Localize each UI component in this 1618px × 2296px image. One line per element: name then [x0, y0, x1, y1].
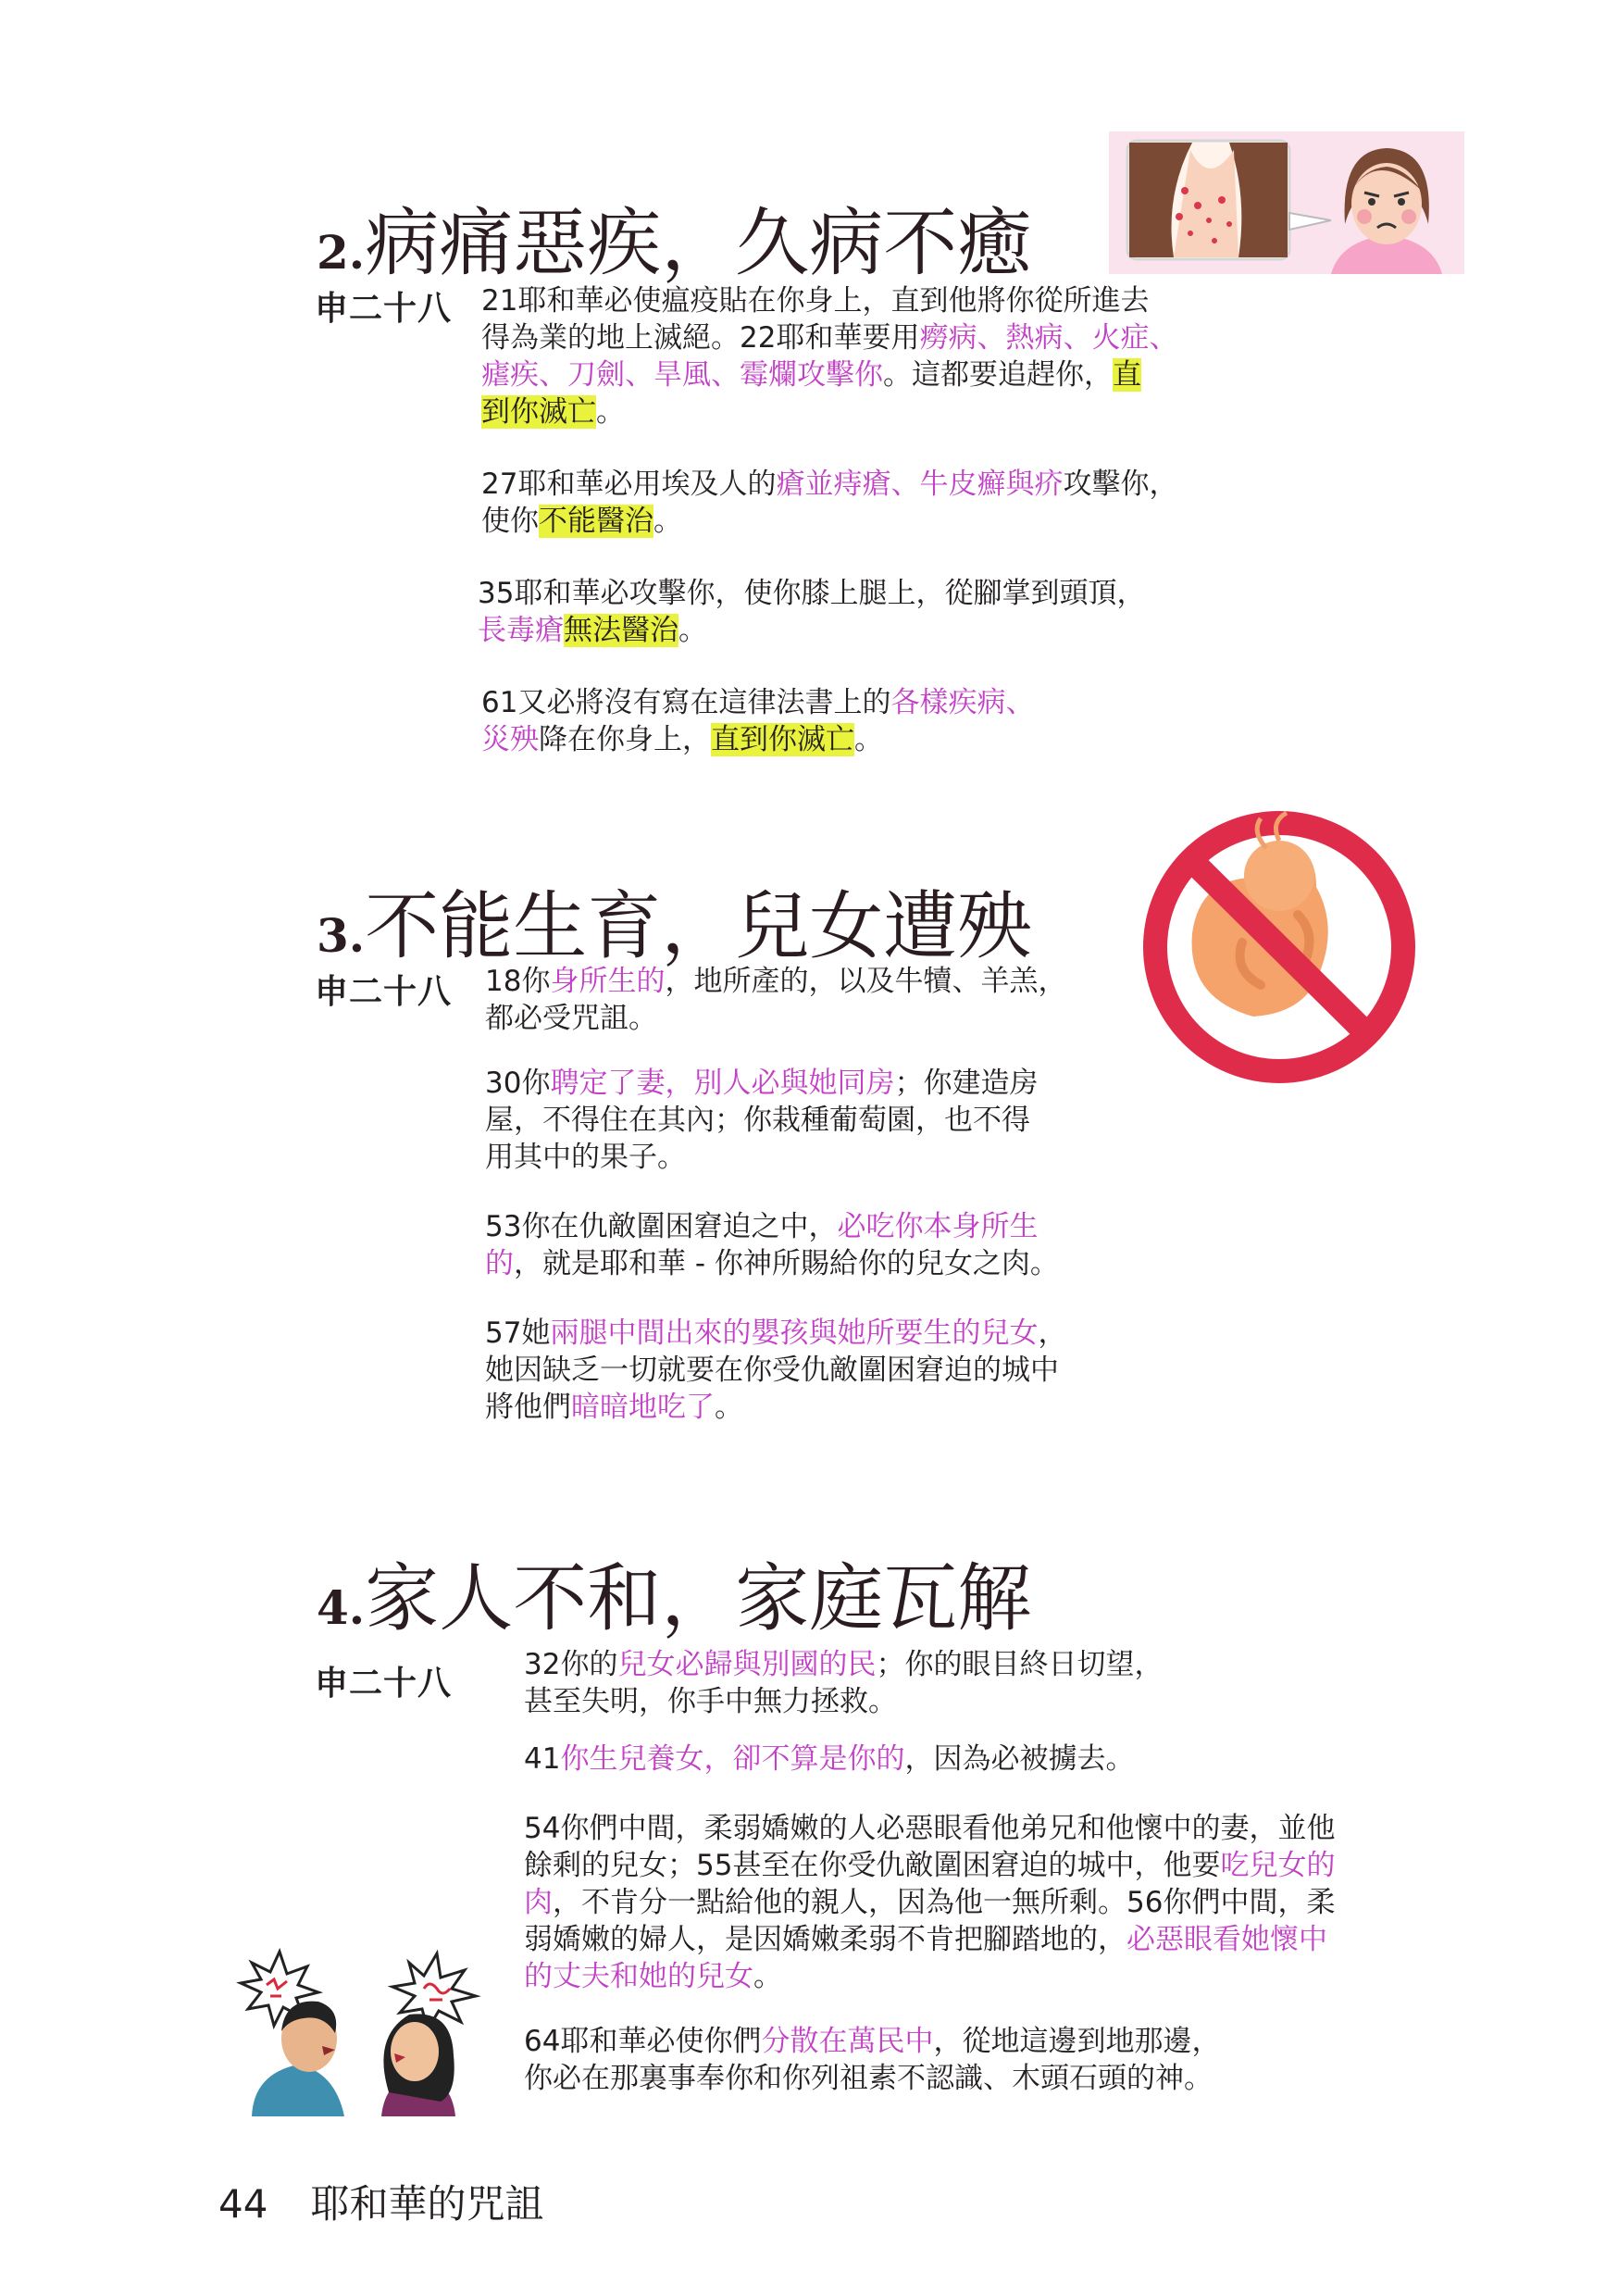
emphasized-text: 分散在萬民中 — [761, 2025, 934, 2058]
verse-block — [485, 963, 1066, 1426]
verse-line — [485, 1139, 1066, 1176]
section-number: 4. — [317, 1580, 366, 1635]
emphasized-text: 瘡並痔瘡、牛皮癬與疥 — [776, 468, 1064, 501]
verse-text: 都必受咒詛。 — [485, 1002, 657, 1035]
verse-text: 54你們中間，柔弱嬌嫩的人必惡眼看他弟兄和他懷中的妻，並他 — [524, 1812, 1336, 1845]
verse-line — [485, 1102, 1066, 1139]
verse-text: 攻擊你， — [1063, 468, 1178, 501]
verse-text: 。 — [596, 395, 625, 429]
verse-text: ，地所產的，以及牛犢、羊羔， — [665, 965, 1067, 998]
verse-text: 將他們 — [485, 1391, 571, 1424]
verse-text: 30你 — [485, 1067, 551, 1100]
verse-text: ；你建造房 — [894, 1067, 1039, 1100]
verse-line — [481, 466, 1177, 503]
verse-text: 得為業的地上滅絕。22耶和華要用 — [481, 321, 920, 355]
emphasized-text: 長毒瘡 — [478, 614, 564, 647]
verse-line — [524, 1810, 1335, 1847]
verse-line — [485, 1245, 1066, 1282]
verse-line — [485, 963, 1066, 1000]
section-number: 2. — [317, 225, 366, 280]
verse-text: 。 — [854, 723, 883, 756]
verse-text: ， — [1038, 1316, 1067, 1350]
section-3-title — [317, 867, 1031, 973]
verse-text: 。 — [678, 614, 707, 647]
verse-text: 57她 — [485, 1316, 551, 1350]
section-heading: 病痛惡疾，久病不癒 — [365, 200, 1032, 286]
verse-line — [481, 393, 1177, 430]
verse-line — [524, 1646, 1335, 1683]
verse-block — [478, 282, 1178, 758]
verse-line — [481, 319, 1177, 356]
highlighted-text: 不能醫治 — [539, 505, 653, 538]
emphasized-text: 暗暗地吃了 — [571, 1391, 715, 1424]
emphasized-text: 的丈夫和她的兒女 — [524, 1960, 753, 1993]
verse-line — [485, 1000, 1066, 1037]
verse-text: 35耶和華必攻擊你，使你膝上腿上，從腳掌到頭頂， — [478, 577, 1146, 610]
verse-text: 用其中的果子。 — [485, 1141, 686, 1174]
verse-line — [485, 1065, 1066, 1102]
highlighted-text: 到你滅亡 — [481, 395, 596, 429]
emphasized-text: 肉 — [524, 1886, 553, 1919]
emphasized-text: 的 — [485, 1247, 514, 1280]
emphasized-text: 身所生的 — [550, 965, 666, 998]
verse-line — [524, 2060, 1335, 2097]
verse-text: 53你在仇敵圍困窘迫之中， — [485, 1210, 838, 1243]
verse-text: 32你的 — [524, 1648, 618, 1681]
section-heading: 家人不和，家庭瓦解 — [365, 1555, 1032, 1641]
emphasized-text: 必吃你本身所生 — [837, 1210, 1039, 1243]
verse-line — [485, 1389, 1066, 1426]
verse-text: 弱嬌嫩的婦人，是因嬌嫩柔弱不肯把腳踏地的， — [524, 1923, 1126, 1956]
emphasized-text: 吃兒女的 — [1220, 1849, 1336, 1882]
verse-line — [485, 1315, 1066, 1352]
verse-text: 61又必將沒有寫在這律法書上的 — [481, 686, 891, 719]
verse-line — [524, 1958, 1335, 1995]
arguing-couple-illustration — [233, 1944, 485, 2116]
verse-line — [478, 575, 1177, 612]
emphasized-text: 必惡眼看她懷中 — [1126, 1923, 1327, 1956]
sick-woman-illustration — [1109, 131, 1464, 274]
verse-line — [524, 1921, 1335, 1958]
book-title: 耶和華的咒詛 — [310, 2181, 544, 2227]
verse-text: 她因缺乏一切就要在你受仇敵圍困窘迫的城中 — [485, 1354, 1059, 1387]
section-heading: 不能生育，兒女遭殃 — [365, 883, 1032, 969]
verse-line — [485, 1208, 1066, 1245]
emphasized-text: 聘定了妻，別人必與她同房 — [550, 1067, 895, 1100]
verse-text: 。 — [653, 505, 682, 538]
verse-text: 使你 — [481, 505, 539, 538]
verse-line — [478, 612, 1177, 649]
verse-line — [481, 684, 1177, 721]
emphasized-text: 癆病、熱病、火症、 — [919, 321, 1178, 355]
highlighted-text: 無法醫治 — [564, 614, 678, 647]
highlighted-text: 直到你滅亡 — [711, 723, 854, 756]
verse-line — [481, 721, 1177, 758]
verse-line — [481, 356, 1177, 393]
section-number: 3. — [317, 908, 366, 963]
verse-text: 降在你身上， — [539, 723, 711, 756]
verse-text: 18你 — [485, 965, 551, 998]
scripture-reference: 申二十八 — [315, 973, 453, 1011]
scripture-reference: 申二十八 — [315, 290, 453, 328]
emphasized-text: 各樣疾病、 — [890, 686, 1035, 719]
verse-line — [481, 503, 1177, 540]
verse-text: ，就是耶和華 - 你神所賜給你的兒女之肉。 — [514, 1247, 1059, 1280]
verse-text: ，不肯分一點給他的親人，因為他一無所剩。56你們中間，柔 — [553, 1886, 1336, 1919]
verse-text: ，從地這邊到地那邊， — [933, 2025, 1221, 2058]
verse-line — [524, 1847, 1335, 1884]
verse-text: 21耶和華必使瘟疫貼在你身上，直到他將你從所進去 — [481, 284, 1150, 318]
verse-text: 屋，不得住在其內；你栽種葡萄園，也不得 — [485, 1104, 1030, 1137]
verse-text: ；你的眼目終日切望， — [876, 1648, 1164, 1681]
emphasized-text: 災殃 — [481, 723, 539, 756]
emphasized-text: 兒女必歸與別國的民 — [617, 1648, 877, 1681]
section-2-title — [317, 183, 1031, 290]
prohibition-sign-illustration — [1131, 804, 1427, 1091]
page-number: 44 — [218, 2181, 268, 2227]
verse-line — [524, 2023, 1335, 2060]
verse-block — [524, 1646, 1335, 2097]
verse-text: ，因為必被擄去。 — [904, 1742, 1135, 1776]
verse-text: 你必在那裏事奉你和你列祖素不認識、木頭石頭的神。 — [524, 2062, 1213, 2095]
verse-text: 27耶和華必用埃及人的 — [481, 468, 777, 501]
verse-line — [524, 1741, 1335, 1778]
verse-line — [481, 282, 1177, 319]
verse-text: 41 — [524, 1742, 561, 1776]
verse-text: 。 — [715, 1391, 743, 1424]
emphasized-text: 你生兒養女，卻不算是你的 — [560, 1742, 905, 1776]
verse-line — [524, 1683, 1335, 1720]
verse-text: 。這都要追趕你， — [883, 358, 1113, 392]
verse-text: 甚至失明，你手中無力拯救。 — [524, 1685, 897, 1718]
verse-text: 。 — [753, 1960, 782, 1993]
scripture-reference: 申二十八 — [315, 1665, 453, 1703]
verse-text: 64耶和華必使你們 — [524, 2025, 762, 2058]
emphasized-text: 瘧疾、刀劍、旱風、霉爛攻擊你 — [481, 358, 883, 392]
highlighted-text: 直 — [1113, 358, 1141, 392]
verse-text: 餘剩的兒女；55甚至在你受仇敵圍困窘迫的城中，他要 — [524, 1849, 1221, 1882]
emphasized-text: 兩腿中間出來的嬰孩與她所要生的兒女 — [550, 1316, 1039, 1350]
section-4-title — [317, 1539, 1031, 1645]
verse-line — [485, 1352, 1066, 1389]
page-footer — [218, 2174, 543, 2229]
verse-line — [524, 1884, 1335, 1921]
